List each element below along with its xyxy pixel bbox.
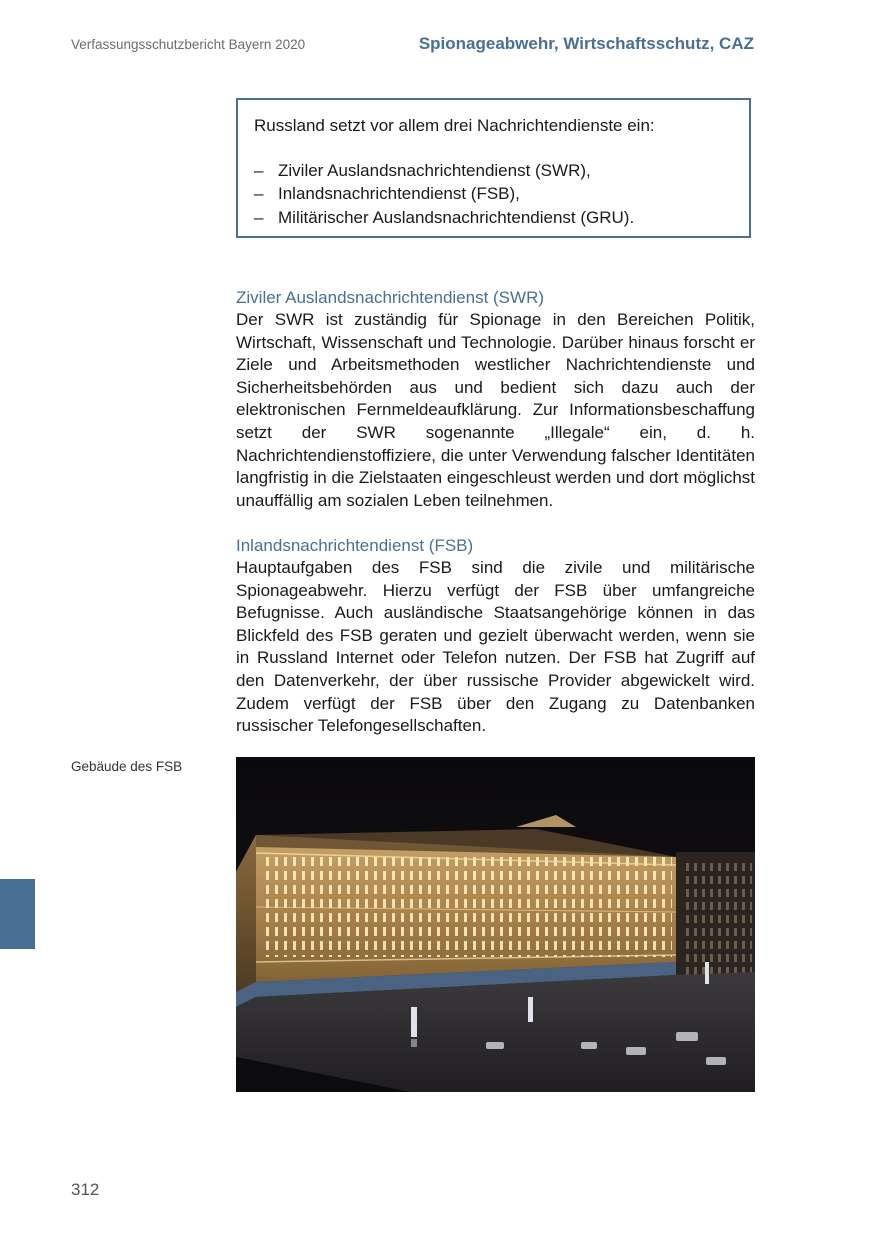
page-number: 312 — [71, 1180, 100, 1199]
section-heading: Inlandsnachrichtendienst (FSB) — [236, 536, 474, 555]
running-header-right: Spionageabwehr, Wirtschaftsschutz, CAZ — [418, 34, 754, 53]
list-item: – Inlandsnachrichtendienst (FSB), — [254, 182, 733, 206]
info-box-intro: Russland setzt vor allem drei Nachrichtendienste ein: — [254, 116, 655, 135]
section-swr — [236, 286, 755, 512]
list-item: – Militärischer Auslandsnachrichtendienst (GRU). — [254, 206, 733, 230]
section-body: Der SWR ist zuständig für Spionage in den Bereichen Politik, Wirtschaft, Wissenschaft und Technologie. Darüber hinaus forscht er Ziele und Arbeitsmethoden westlicher Nachrichtendienste und Sicherheitsbehörden aus und bedient sich dazu auch der elektronischen Fernmeldeaufklärung. Zur Informationsbeschaffung setzt der SWR sogenannte „Illegale“ ein, d. h. Nachrichtendienstoffiziere, die unter Verwendung falscher Identitäten langfristig in die Zielstaaten eingeschleust werden und dort möglichst unauffällig am sozialen Leben teilnehmen. — [236, 310, 755, 510]
info-box — [236, 98, 751, 238]
fsb-building-photo — [236, 757, 755, 1092]
chapter-tab — [0, 879, 35, 949]
figure-caption: Gebäude des FSB — [71, 759, 183, 774]
section-heading: Ziviler Auslandsnachrichtendienst (SWR) — [236, 288, 545, 307]
photo-illustration — [236, 757, 755, 1092]
info-box-list — [254, 159, 733, 230]
section-fsb — [236, 534, 755, 738]
list-item: – Ziviler Auslandsnachrichtendienst (SWR), — [254, 159, 733, 183]
section-body: Hauptaufgaben des FSB sind die zivile und militärische Spionageabwehr. Hierzu verfügt der FSB über umfangreiche Befugnisse. Auch ausländische Staatsangehörige können in das Blickfeld des FSB geraten und gezielt überwacht werden, wenn sie in Russland Internet oder Telefon nutzen. Der FSB hat Zugriff auf den Datenverkehr, der über russische Provider abgewickelt wird. Zudem verfügt der FSB über den Zugang zu Datenbanken russischer Telefongesellschaften. — [236, 558, 755, 736]
running-header-left: Verfassungsschutzbericht Bayern 2020 — [71, 37, 306, 52]
